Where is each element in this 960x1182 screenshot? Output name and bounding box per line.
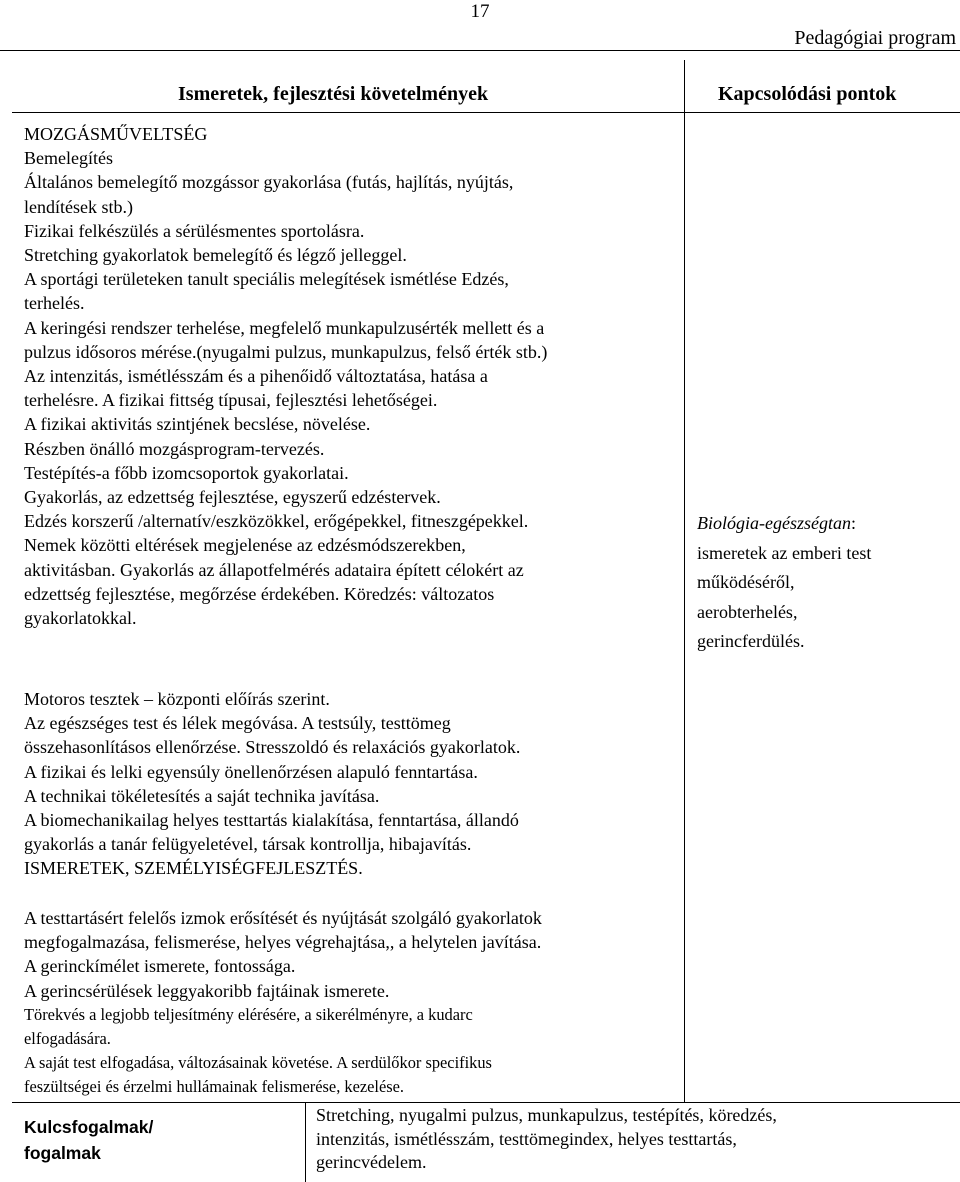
keywords-label: [24, 1114, 153, 1166]
text-line: Nemek közötti eltérések megjelenése az edzésmódszerekben,: [24, 535, 466, 556]
text-line: Az intenzitás, ismétlésszám és a pihenőidő változtatása, hatása a: [24, 366, 488, 387]
text-line: A fizikai és lelki egyensúly önellenőrzésen alapuló fenntartása.: [24, 761, 478, 782]
text-line: A keringési rendszer terhelése, megfelelő munkapulzusérték mellett és a: [24, 317, 545, 338]
content-block-1: [24, 122, 680, 630]
text-line: A saját test elfogadása, változásainak követése. A serdülőkor specifikus: [24, 1053, 492, 1073]
content-block-3: [24, 906, 680, 1100]
keyword-line: intenzitás, ismétlésszám, testtömegindex, helyes testtartás,: [316, 1128, 737, 1149]
page-number: 17: [470, 1, 490, 22]
connection-line: működéséről,: [697, 572, 795, 592]
text-line: Részben önálló mozgásprogram-tervezés.: [24, 438, 325, 459]
text-line: A gerincsérülések leggyakoribb fajtáinak ismerete.: [24, 980, 390, 1001]
text-line: lendítések stb.): [24, 196, 133, 217]
keywords-list: [316, 1104, 777, 1175]
keywords-label-line: Kulcsfogalmak/: [24, 1117, 154, 1137]
connection-colon: :: [850, 513, 856, 533]
text-line: elfogadására.: [24, 1029, 111, 1049]
table-top-border: [12, 112, 960, 113]
text-line: ISMERETEK, SZEMÉLYISÉGFEJLESZTÉS.: [24, 858, 363, 879]
text-line: feszültségei és érzelmi hullámainak felismerése, kezelése.: [24, 1077, 404, 1097]
text-line: aktivitásban. Gyakorlás az állapotfelmérés adataira épített célokért az: [24, 559, 524, 580]
text-line: terhelésre. A fizikai fittség típusai, fejlesztési lehetőségei.: [24, 390, 438, 411]
text-line: Motoros tesztek – központi előírás szerint.: [24, 689, 330, 709]
text-line: A sportági területeken tanult speciális melegítések ismétlése Edzés,: [24, 269, 509, 290]
text-line: összehasonlításos ellenőrzése. Stresszoldó és relaxációs gyakorlatok.: [24, 737, 521, 758]
column-divider: [684, 60, 685, 1102]
table-keyword-border: [12, 1102, 960, 1103]
text-line: Általános bemelegítő mozgássor gyakorlása (futás, hajlítás, nyújtás,: [24, 172, 514, 193]
connections-cell: [697, 509, 871, 657]
text-line: A gerinckímélet ismerete, fontossága.: [24, 956, 296, 977]
text-line: pulzus idősoros mérése.(nyugalmi pulzus, munkapulzus, felső érték stb.): [24, 341, 548, 362]
text-line: A testtartásért felelős izmok erősítését és nyújtását szolgáló gyakorlatok: [24, 908, 542, 928]
text-line: edzettség fejlesztése, megőrzése érdekében. Köredzés: változatos: [24, 583, 495, 604]
text-line: A biomechanikailag helyes testtartás kialakítása, fenntartása, állandó: [24, 810, 519, 831]
keywords-label-line: fogalmak: [24, 1143, 101, 1163]
text-line: MOZGÁSMŰVELTSÉG: [24, 124, 208, 144]
text-line: Gyakorlás, az edzettség fejlesztése, egyszerű edzéstervek.: [24, 487, 441, 508]
text-line: Bemelegítés: [24, 148, 113, 169]
col2-header: Kapcsolódási pontok: [718, 83, 897, 105]
text-line: Edzés korszerű /alternatív/eszközökkel, erőgépekkel, fitneszgépekkel.: [24, 511, 529, 532]
text-line: gyakorlás a tanár felügyeletével, társak kontrollja, hibajavítás.: [24, 834, 472, 855]
text-line: Törekvés a legjobb teljesítmény elérésére, a sikerélményre, a kudarc: [24, 1004, 473, 1024]
header-rule: [0, 50, 960, 51]
connection-line: aerobterhelés,: [697, 601, 798, 622]
connection-subject-line: [697, 509, 871, 539]
keyword-line: gerincvédelem.: [316, 1152, 427, 1172]
col1-header: Ismeretek, fejlesztési követelmények: [178, 83, 489, 105]
text-line: Az egészséges test és lélek megóvása. A testsúly, testtömeg: [24, 713, 451, 734]
connection-subject: Biológia-egészségtan: [697, 513, 851, 533]
connection-line: gerincferdülés.: [697, 631, 805, 651]
header-program-title: Pedagógiai program: [794, 27, 956, 49]
content-block-2: [24, 687, 680, 881]
keyword-divider: [305, 1102, 306, 1182]
connection-line: ismeretek az emberi test: [697, 542, 872, 563]
text-line: A fizikai aktivitás szintjének becslése, növelése.: [24, 414, 371, 435]
text-line: A technikai tökéletesítés a saját technika javítása.: [24, 785, 380, 806]
text-line: Stretching gyakorlatok bemelegítő és légző jelleggel.: [24, 245, 407, 266]
keyword-line: Stretching, nyugalmi pulzus, munkapulzus, testépítés, köredzés,: [316, 1105, 777, 1125]
text-line: megfogalmazása, felismerése, helyes végrehajtása,, a helytelen javítása.: [24, 932, 542, 953]
text-line: gyakorlatokkal.: [24, 608, 137, 629]
text-line: Testépítés-a főbb izomcsoportok gyakorlatai.: [24, 462, 349, 483]
text-line: terhelés.: [24, 293, 85, 314]
text-line: Fizikai felkészülés a sérülésmentes sportolásra.: [24, 220, 365, 241]
